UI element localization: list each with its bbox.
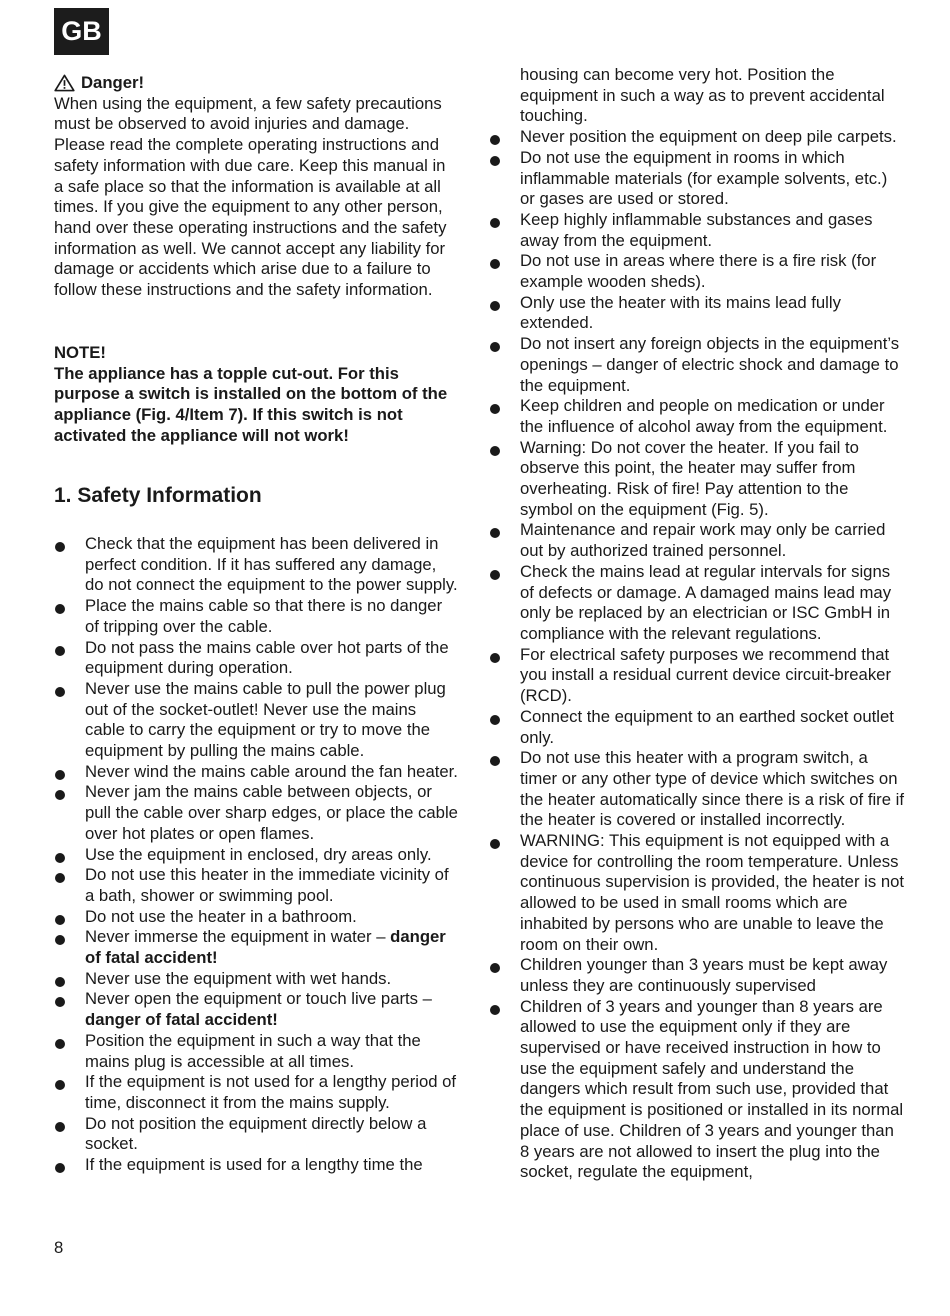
list-item [489,955,905,996]
language-badge: GB [54,8,109,55]
bullet-icon [55,1163,65,1173]
list-item-text: Do not use the equipment in rooms in which inflammable materials (for example solvents, etc.) or gases are used or stored. [520,147,888,209]
note-block [54,343,458,447]
list-item-emphasis: danger of fatal accident! [85,1010,278,1030]
list-item [54,927,458,968]
list-item-text: Do not insert any foreign objects in the equipment’s openings – danger of electric shock and damage to the equipment. [520,334,900,395]
list-item [489,127,905,148]
bullet-icon [55,915,65,925]
bullet-icon [55,997,65,1007]
right-column [489,65,905,1183]
list-item-text: Only use the heater with its mains lead fully extended. [520,292,841,333]
bullet-icon [490,528,500,538]
list-item [489,438,905,521]
list-item [54,1114,458,1155]
bullet-icon [55,1039,65,1049]
danger-text: When using the equipment, a few safety precautions must be observed to avoid injuries and damage. Please read the complete operating instructions and safety information with due care. Keep this manual in a safe place so that the information is available at all times. If you give the equipment to any other person, hand over these operating instructions and the safety information as well. We cannot accept any liability for damage or accidents which arise due to a failure to follow these instructions and the safety information. [54,93,447,300]
list-item-text: Never immerse the equipment in water – [85,927,391,947]
safety-list-right [489,127,905,1183]
section-title: 1. Safety Information [54,484,262,507]
continuation-text: housing can become very hot. Position the equipment in such a way as to prevent accidental touching. [520,65,885,126]
list-item-text: Maintenance and repair work may only be carried out by authorized trained personnel. [520,520,886,561]
list-item-text: Never position the equipment on deep pile carpets. [520,127,897,147]
bullet-icon [55,853,65,863]
bullet-icon [55,542,65,552]
bullet-icon [490,342,500,352]
list-item-text: Children younger than 3 years must be kept away unless they are continuously supervised [520,955,888,995]
list-item-text: Check the mains lead at regular intervals for signs of defects or damage. A damaged mains lead may only be replaced by an electrician or ISC GmbH in compliance with the relevant regulations. [520,561,892,643]
list-item [54,782,458,844]
bullet-icon [55,790,65,800]
list-item [54,865,458,906]
list-item-text: Warning: Do not cover the heater. If you fail to observe this point, the heater may suffer from overheating. Risk of fire! Pay attention to the symbol on the equipment (Fig. 5). [520,437,859,519]
list-item [489,210,905,251]
list-item-text: Never use the equipment with wet hands. [85,968,392,988]
bullet-icon [55,770,65,780]
bullet-icon [490,715,500,725]
list-item [54,762,458,783]
warning-triangle-icon [54,74,75,92]
list-item-text: Children of 3 years and younger than 8 years are allowed to use the equipment only if they are supervised or have received instruction in how to use the equipment safely and understand the dangers which result from such use, provided that the equipment is positioned or installed in its normal place of use. Children of 3 years and younger than 8 years are not allowed to insert the plug into the socket, regulate the equipment, [520,996,904,1182]
list-item [54,969,458,990]
list-item-text: For electrical safety purposes we recommend that you install a residual current device circuit-breaker (RCD). [520,644,891,706]
list-item [54,1155,458,1176]
list-item-text: Never open the equipment or touch live parts – [85,989,432,1009]
danger-block [54,73,458,301]
list-item-text: If the equipment is not used for a lengthy period of time, disconnect it from the mains supply. [85,1072,457,1112]
list-item-text: Connect the equipment to an earthed socket outlet only. [520,706,894,747]
bullet-icon [490,653,500,663]
list-item [54,907,458,928]
list-item [489,396,905,437]
list-item [489,293,905,334]
list-item-text: Never jam the mains cable between objects, or pull the cable over sharp edges, or place the cable over hot plates or open flames. [85,782,458,843]
list-item [489,997,905,1183]
note-text: The appliance has a topple cut-out. For this purpose a switch is installed on the bottom of the appliance (Fig. 4/Item 7). If this switch is not activated the appliance will not work! [54,363,448,445]
list-item [54,534,458,596]
bullet-icon [55,873,65,883]
list-item-text: WARNING: This equipment is not equipped with a device for controlling the room temperature. Unless continuous supervision is provided, the heater is not allowed to be used in small rooms which are inhabited by persons who are unable to leave the room on their own. [520,831,905,954]
list-item [489,520,905,561]
list-item [54,596,458,637]
bullet-icon [490,259,500,269]
list-item [54,989,458,1030]
list-item [489,334,905,396]
bullet-icon [490,301,500,311]
safety-list-left [54,534,458,1176]
bullet-icon [490,756,500,766]
bullet-icon [55,977,65,987]
list-item [489,562,905,645]
list-item [54,638,458,679]
list-item-text: Check that the equipment has been delivered in perfect condition. If it has suffered any damage, do not connect the equipment to the power supply. [85,534,458,595]
list-item-text: Do not pass the mains cable over hot parts of the equipment during operation. [85,637,449,678]
bullet-icon [490,218,500,228]
bullet-icon [55,1122,65,1132]
page-number: 8 [54,1238,64,1257]
bullet-icon [55,687,65,697]
list-item-text: Do not use this heater with a program switch, a timer or any other type of device which switches on the heater automatically since there is a risk of fire if the heater is covered or installed incorrectly. [520,748,904,830]
list-item-text: Do not use the heater in a bathroom. [85,906,357,926]
bullet-icon [490,404,500,414]
list-item-text: Keep children and people on medication or under the influence of alcohol away from the equipment. [520,396,888,436]
bullet-icon [490,1005,500,1015]
bullet-icon [55,646,65,656]
list-item [54,1031,458,1072]
list-item [489,645,905,707]
list-item [54,1072,458,1113]
list-item-text: Use the equipment in enclosed, dry areas only. [85,844,432,864]
list-item-emphasis: danger of fatal accident! [85,927,446,968]
bullet-icon [55,604,65,614]
list-item [54,845,458,866]
bullet-icon [490,156,500,166]
bullet-icon [55,1080,65,1090]
bullet-icon [490,446,500,456]
list-item-text: Never wind the mains cable around the fan heater. [85,761,458,781]
list-item-text: Do not position the equipment directly below a socket. [85,1113,427,1154]
list-item [489,251,905,292]
bullet-icon [55,935,65,945]
list-item [489,748,905,831]
list-item [489,148,905,210]
list-item-text: Do not use in areas where there is a fire risk (for example wooden sheds). [520,251,877,292]
list-item-text: Place the mains cable so that there is no danger of tripping over the cable. [85,596,443,636]
list-item-text: If the equipment is used for a lengthy time the [85,1155,423,1175]
bullet-icon [490,570,500,580]
bullet-icon [490,963,500,973]
list-item-text: Keep highly inflammable substances and gases away from the equipment. [520,209,873,250]
list-item [489,707,905,748]
list-item-text: Position the equipment in such a way that the mains plug is accessible at all times. [85,1030,421,1071]
bullet-icon [490,839,500,849]
bullet-icon [490,135,500,145]
list-item-text: Do not use this heater in the immediate vicinity of a bath, shower or swimming pool. [85,865,449,905]
note-heading: NOTE! [54,343,106,362]
danger-heading-text: Danger! [81,73,145,92]
list-item [54,679,458,762]
list-item-text: Never use the mains cable to pull the power plug out of the socket-outlet! Never use the mains cable to carry the equipment or try to move the equipment by pulling the mains cable. [85,678,446,761]
list-item [489,831,905,955]
danger-heading [54,73,458,94]
